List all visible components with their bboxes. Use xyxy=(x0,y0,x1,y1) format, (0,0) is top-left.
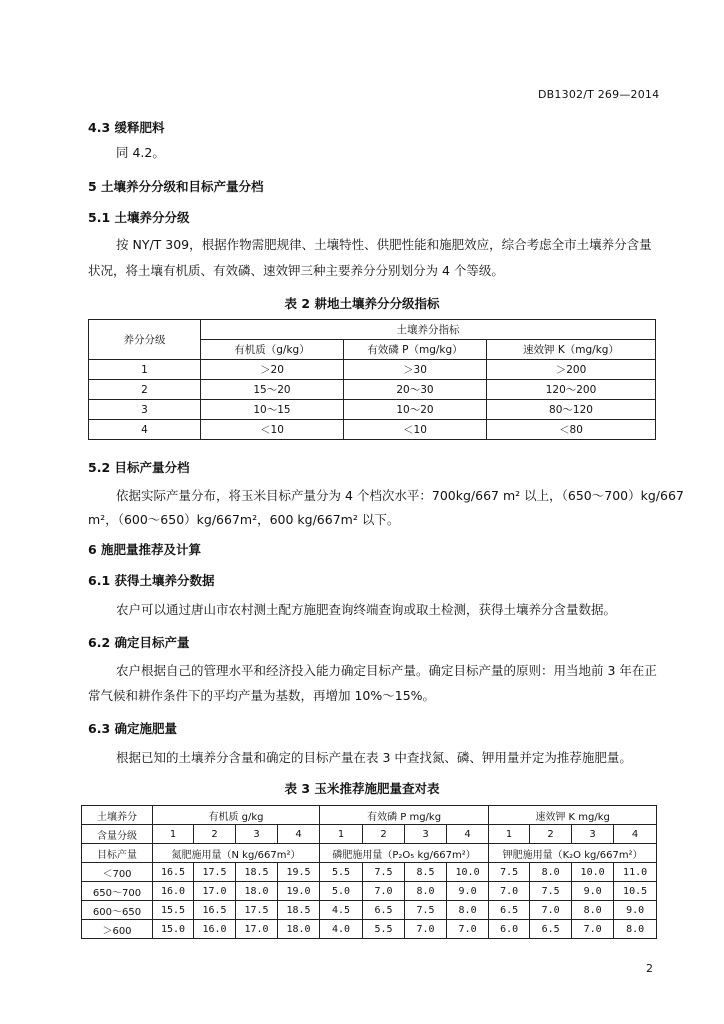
section-5-2-body-line2: m²，（600～650）kg/667m²，600 kg/667m² 以下。 xyxy=(88,512,400,527)
rate-cell: 8.0 xyxy=(447,901,489,920)
rate-cell: 6.0 xyxy=(489,920,530,939)
rate-cell: 8.0 xyxy=(614,920,657,939)
section-6-2-title: 6.2 确定目标产量 xyxy=(88,635,190,650)
grade-cell: 2 xyxy=(363,825,405,844)
grade-cell: 3 xyxy=(236,825,278,844)
section-5-1-body-line1: 按 NY/T 309，根据作物需肥规律、土壤特性、供肥性能和施肥效应，综合考虑全市土壤养分含量 xyxy=(116,237,652,252)
cell: ＜80 xyxy=(487,420,656,440)
rate-cell: 5.5 xyxy=(363,920,405,939)
section-5-1-title: 5.1 土壤养分分级 xyxy=(88,210,190,225)
table-row xyxy=(82,901,657,920)
grade-cell: 4 xyxy=(447,825,489,844)
grade-cell: 2 xyxy=(530,825,572,844)
rate-cell: 17.0 xyxy=(236,920,278,939)
rate-cell: 18.5 xyxy=(278,901,320,920)
section-5-2-title: 5.2 目标产量分档 xyxy=(88,460,190,475)
rate-cell: 9.0 xyxy=(614,901,657,920)
rate-cell: 8.0 xyxy=(405,882,447,901)
section-6-title: 6 施肥量推荐及计算 xyxy=(88,542,202,557)
header-grade: 养分分级 xyxy=(89,320,201,360)
table-row xyxy=(89,420,656,440)
section-6-2-body-line2: 常气候和耕作条件下的平均产量为基数，再增加 10%～15%。 xyxy=(88,688,436,703)
rate-cell: 18.0 xyxy=(236,882,278,901)
section-5-1-body-line2: 状况，将土壤有机质、有效磷、速效钾三种主要养分分别划分为 4 个等级。 xyxy=(88,263,504,278)
rate-cell: 11.0 xyxy=(614,863,657,882)
rate-cell: 7.5 xyxy=(405,901,447,920)
rate-cell: 17.0 xyxy=(194,882,236,901)
rate-cell: 7.5 xyxy=(489,863,530,882)
rate-cell: 16.5 xyxy=(194,901,236,920)
rate-cell: 8.0 xyxy=(530,863,572,882)
rate-cell: 6.5 xyxy=(530,920,572,939)
grade-cell: 3 xyxy=(405,825,447,844)
soil-nutrient-grading-table xyxy=(88,319,656,440)
grade-cell: 3 xyxy=(572,825,614,844)
cell: 20～30 xyxy=(344,380,487,400)
rate-cell: 9.0 xyxy=(572,882,614,901)
header-content-grade: 含量分级 xyxy=(82,825,153,844)
header-nutrient-index: 土壤养分指标 xyxy=(201,320,656,340)
rate-cell: 7.0 xyxy=(572,920,614,939)
document-id: DB1302/T 269—2014 xyxy=(538,88,660,101)
page-number: 2 xyxy=(646,962,653,975)
header-available-p: 有效磷 P（mg/kg） xyxy=(344,340,487,360)
cell: 3 xyxy=(89,400,201,420)
header-organic-matter: 有机质 g/kg xyxy=(153,806,320,825)
table-row xyxy=(89,380,656,400)
header-p-rate: 磷肥施用量（P₂O₅ kg/667m²） xyxy=(320,844,489,863)
rate-cell: 19.5 xyxy=(278,863,320,882)
table-2-caption: 表 2 耕地土壤养分分级指标 xyxy=(284,296,440,311)
section-6-1-title: 6.1 获得土壤养分数据 xyxy=(88,573,215,588)
rate-cell: 5.0 xyxy=(320,882,363,901)
grade-cell: 2 xyxy=(194,825,236,844)
grade-cell: 4 xyxy=(614,825,657,844)
rate-cell: 18.5 xyxy=(236,863,278,882)
rate-cell: 6.5 xyxy=(489,901,530,920)
section-4-3-body: 同 4.2。 xyxy=(116,145,165,160)
cell: ＞200 xyxy=(487,360,656,380)
grade-cell: 1 xyxy=(320,825,363,844)
rate-cell: 9.0 xyxy=(447,882,489,901)
rate-cell: 10.0 xyxy=(572,863,614,882)
header-k-rate: 钾肥施用量（K₂O kg/667m²） xyxy=(489,844,657,863)
rate-cell: 10.0 xyxy=(447,863,489,882)
cell: 10～15 xyxy=(201,400,344,420)
rate-cell: 7.5 xyxy=(530,882,572,901)
rate-cell: 6.5 xyxy=(363,901,405,920)
target-yield-cell: 600～650 xyxy=(82,901,153,920)
cell: 80～120 xyxy=(487,400,656,420)
section-6-1-body: 农户可以通过唐山市农村测土配方施肥查询终端查询或取土检测，获得土壤养分含量数据。 xyxy=(116,602,617,617)
header-available-k: 速效钾 K mg/kg xyxy=(489,806,657,825)
grade-cell: 1 xyxy=(489,825,530,844)
cell: ＜10 xyxy=(344,420,487,440)
cell: 1 xyxy=(89,360,201,380)
cell: ＞30 xyxy=(344,360,487,380)
rate-cell: 17.5 xyxy=(236,901,278,920)
rate-cell: 8.0 xyxy=(572,901,614,920)
header-available-p: 有效磷 P mg/kg xyxy=(320,806,489,825)
table-row xyxy=(89,400,656,420)
rate-cell: 15.5 xyxy=(153,901,194,920)
header-soil-nutrient: 土壤养分 xyxy=(82,806,153,825)
table-row xyxy=(89,360,656,380)
table-row xyxy=(82,920,657,939)
section-6-2-body-line1: 农户根据自己的管理水平和经济投入能力确定目标产量。确定目标产量的原则：用当地前 3 年在正 xyxy=(116,663,657,678)
target-yield-cell: ＜700 xyxy=(82,863,153,882)
grade-cell: 4 xyxy=(278,825,320,844)
rate-cell: 16.0 xyxy=(194,920,236,939)
rate-cell: 7.0 xyxy=(489,882,530,901)
rate-cell: 4.5 xyxy=(320,901,363,920)
section-6-3-body: 根据已知的土壤养分含量和确定的目标产量在表 3 中查找氮、磷、钾用量并定为推荐施肥量。 xyxy=(116,750,632,765)
table-row xyxy=(82,863,657,882)
rate-cell: 7.5 xyxy=(363,863,405,882)
section-6-3-title: 6.3 确定施肥量 xyxy=(88,721,177,736)
section-5-2-body-line1: 依据实际产量分布，将玉米目标产量分为 4 个档次水平：700kg/667 m² 以上，（650～700）kg/667 xyxy=(116,488,684,503)
section-5-title: 5 土壤养分分级和目标产量分档 xyxy=(88,179,264,194)
grade-cell: 1 xyxy=(153,825,194,844)
table-row xyxy=(82,882,657,901)
rate-cell: 7.0 xyxy=(363,882,405,901)
rate-cell: 16.0 xyxy=(153,882,194,901)
rate-cell: 16.5 xyxy=(153,863,194,882)
rate-cell: 19.0 xyxy=(278,882,320,901)
cell: 2 xyxy=(89,380,201,400)
rate-cell: 17.5 xyxy=(194,863,236,882)
cell: ＜10 xyxy=(201,420,344,440)
target-yield-cell: ＞600 xyxy=(82,920,153,939)
rate-cell: 5.5 xyxy=(320,863,363,882)
corn-fertilizer-lookup-table xyxy=(81,805,657,939)
header-n-rate: 氮肥施用量（N kg/667m²） xyxy=(153,844,320,863)
table-3-caption: 表 3 玉米推荐施肥量查对表 xyxy=(284,781,440,796)
cell: ＞20 xyxy=(201,360,344,380)
rate-cell: 7.0 xyxy=(447,920,489,939)
rate-cell: 8.5 xyxy=(405,863,447,882)
cell: 15～20 xyxy=(201,380,344,400)
header-organic-matter: 有机质（g/kg） xyxy=(201,340,344,360)
target-yield-cell: 650～700 xyxy=(82,882,153,901)
rate-cell: 15.0 xyxy=(153,920,194,939)
rate-cell: 7.0 xyxy=(405,920,447,939)
rate-cell: 10.5 xyxy=(614,882,657,901)
header-target-yield: 目标产量 xyxy=(82,844,153,863)
cell: 10～20 xyxy=(344,400,487,420)
rate-cell: 18.0 xyxy=(278,920,320,939)
rate-cell: 7.0 xyxy=(530,901,572,920)
header-available-k: 速效钾 K（mg/kg） xyxy=(487,340,656,360)
cell: 4 xyxy=(89,420,201,440)
cell: 120～200 xyxy=(487,380,656,400)
section-4-3-title: 4.3 缓释肥料 xyxy=(88,120,165,135)
rate-cell: 4.0 xyxy=(320,920,363,939)
